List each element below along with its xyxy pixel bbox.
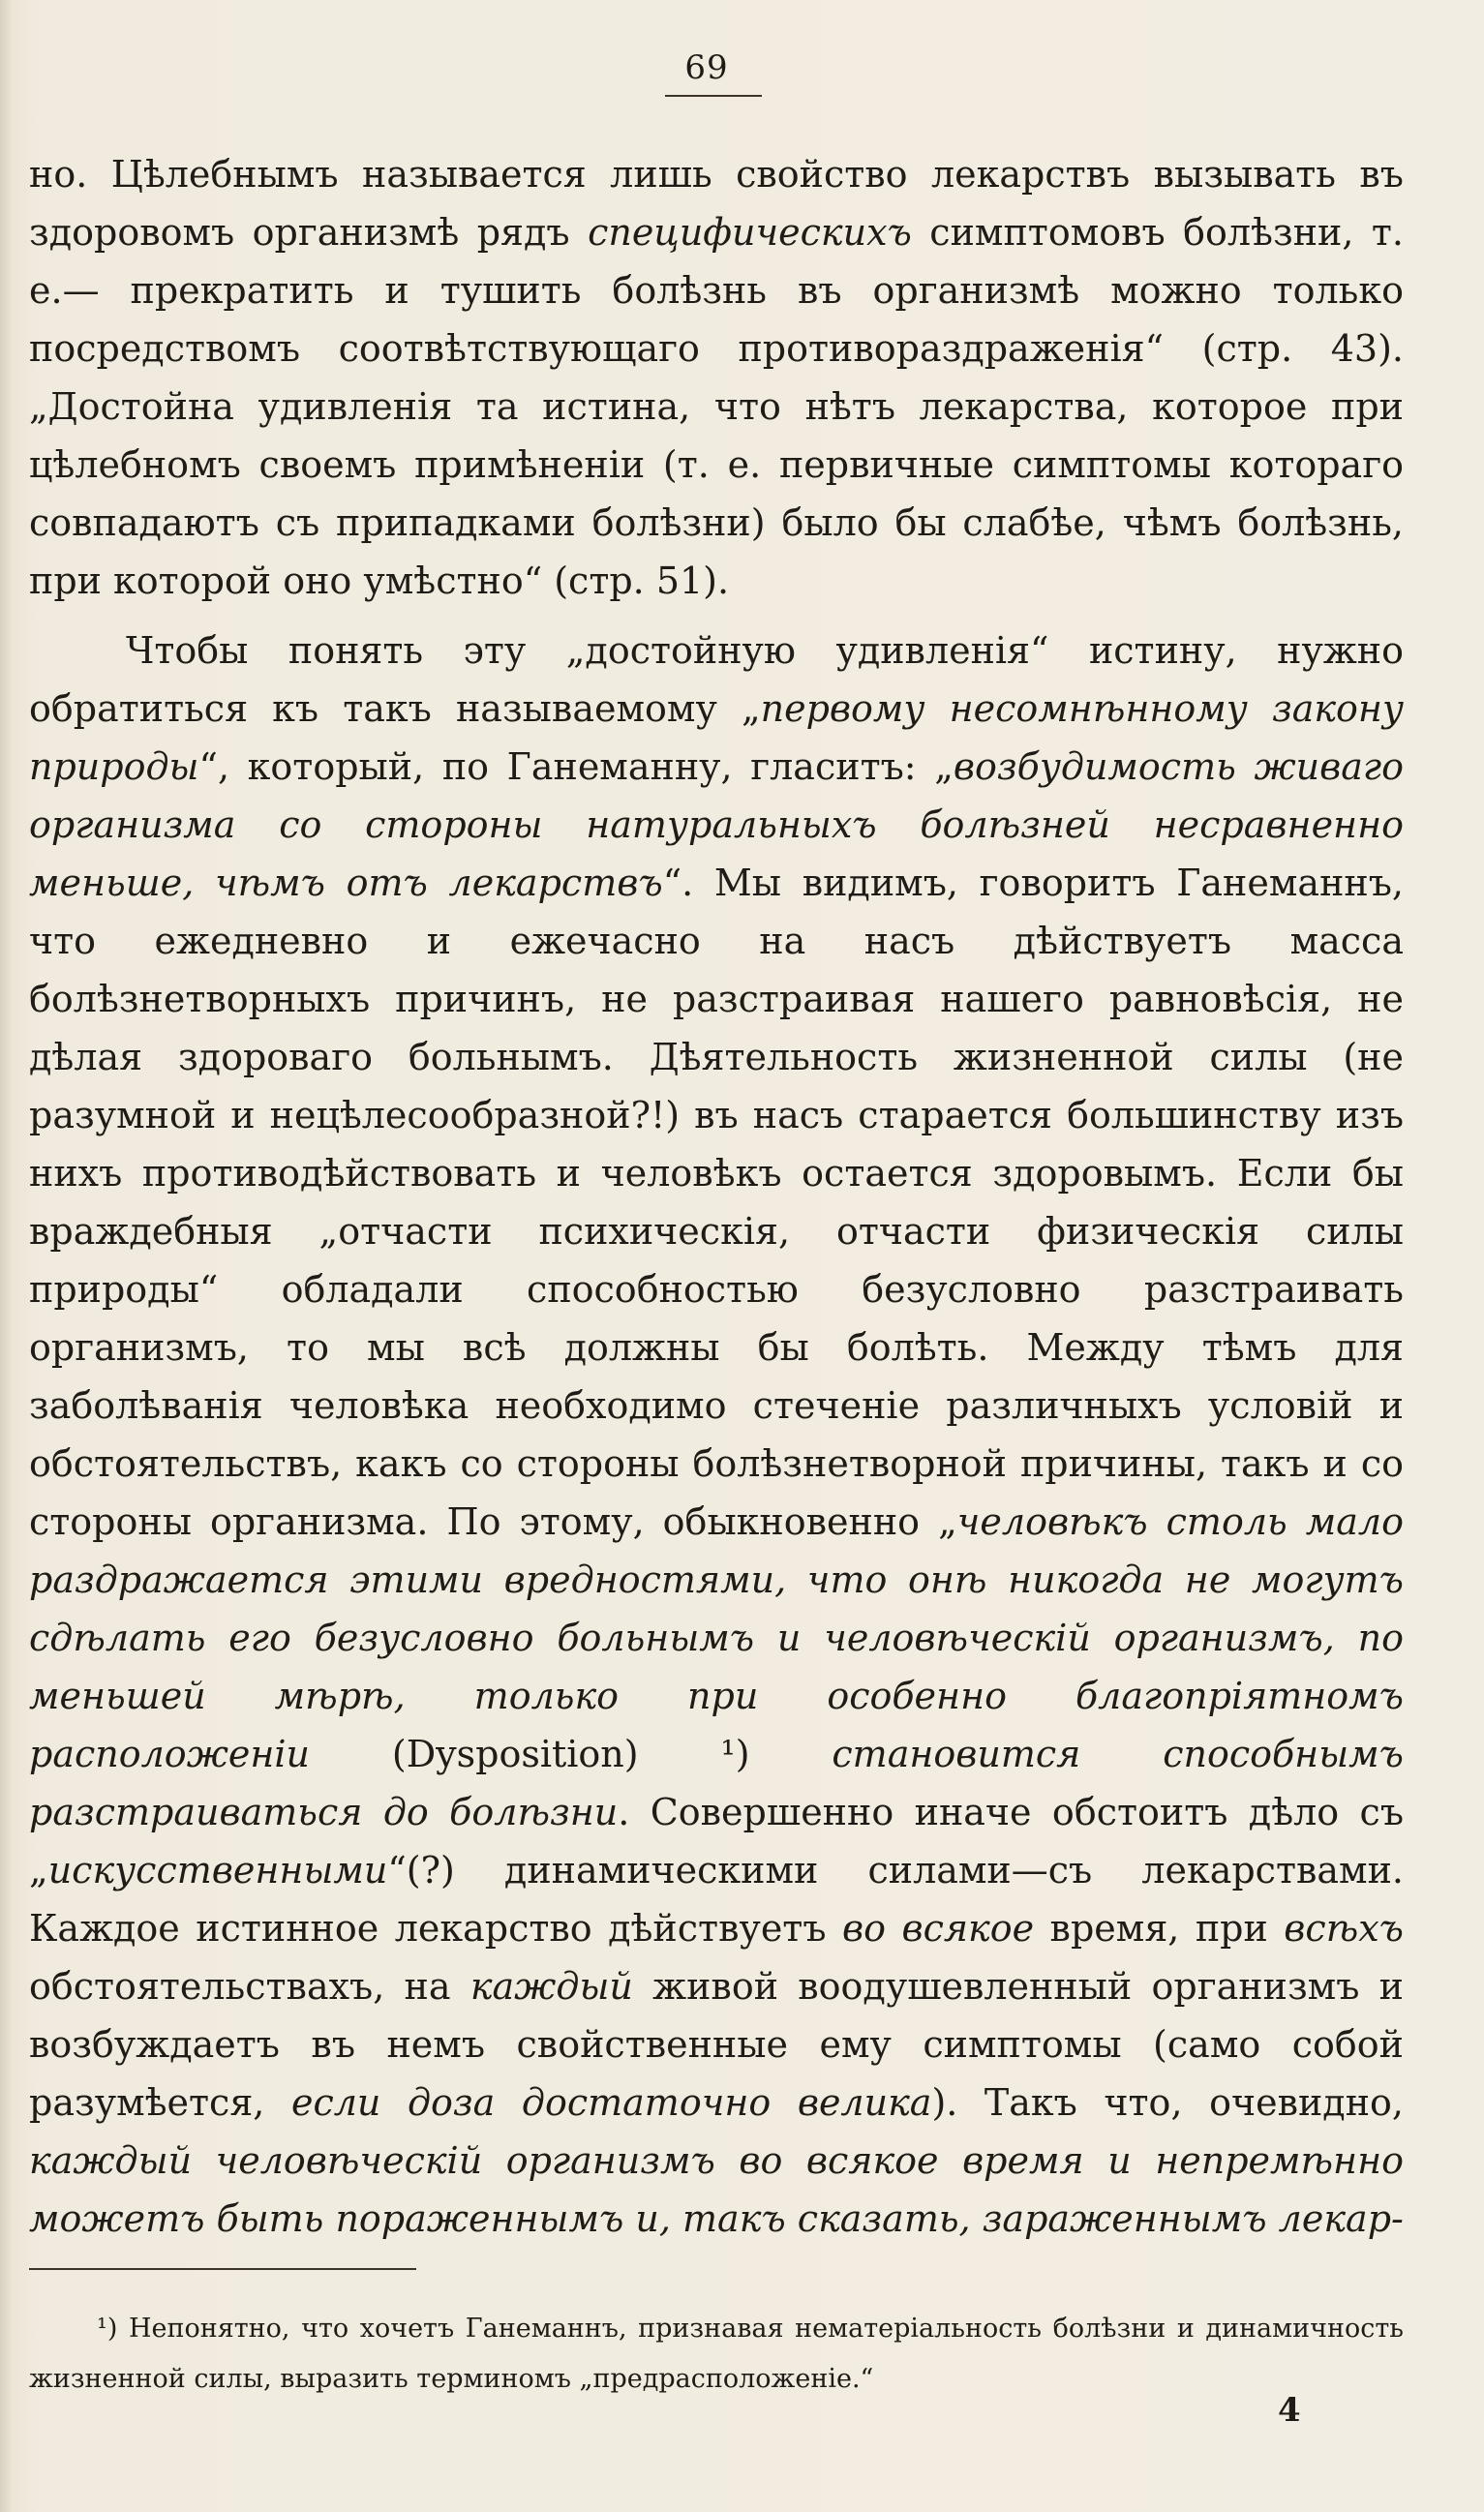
italic-span: человѣкъ столь мало раздражается этими вредностями, что онѣ никогда не могутъ сдѣлать его безусловно больнымъ и человѣческій организмъ, по меньшей мѣрѣ, только при особенно благопріятномъ расположеніи (29, 1500, 1404, 1775)
signature-mark: 4 (1278, 2391, 1301, 2430)
paragraph (29, 145, 1404, 610)
italic-span: каждый человѣческій организмъ во всякое время и непремѣнно можетъ быть пораженнымъ и, такъ сказать, зараженнымъ лекар- (29, 2139, 1404, 2240)
text-span: но. Цѣлебнымъ называется лишь свойство лекарствъ вызывать въ здоровомъ организмѣ рядъ (29, 153, 1404, 254)
footnote-divider (29, 2268, 416, 2270)
italic-span: возбудимость живаго организма со стороны натуральныхъ болѣзней несравненно меньше, чѣмъ отъ лекарствъ (29, 745, 1404, 904)
text-span: обстоятельствахъ, на (29, 1965, 470, 2008)
text-span: время, при (1034, 1907, 1285, 1950)
italic-span: искусственными (47, 1849, 388, 1892)
text-span: “(?) динамическими силами—съ лекарствами. Каждое истинное лекарство дѣйствуетъ (29, 1849, 1404, 1950)
italic-span: становится способнымъ разстраиваться до болѣзни (29, 1733, 1404, 1833)
italic-span: во всякое (841, 1907, 1035, 1950)
paragraph (29, 621, 1404, 2248)
footnote (29, 2304, 1404, 2405)
italic-span: специфическихъ (588, 211, 912, 254)
text-span: “, который, по Ганеманну, гласитъ: „ (198, 745, 954, 788)
text-span: ). Такъ что, очевидно, (931, 2081, 1404, 2124)
italic-span: если доза достаточно велика (290, 2081, 932, 2124)
text-span: (Dysposition) ¹) (310, 1733, 833, 1775)
text-span: живой воодушевленный организмъ и возбуждаетъ въ немъ свойственные ему симптомы (само собой разумѣется, (29, 1965, 1404, 2124)
text-span: “. Мы видимъ, говоритъ Ганеманнъ, что ежедневно и ежечасно на насъ дѣйствуетъ масса болѣзнетворныхъ причинъ, не разстраивая нашего равновѣсія, не дѣлая здороваго больнымъ. Дѣятельность жизненной силы (не разумной и нецѣлесообразной?!) въ насъ старается большинству изъ нихъ противодѣйствовать и человѣкъ остается здоровымъ. Если бы враждебныя „отчасти психическія, отчасти физическія силы природы“ обладали способностью безусловно разстраивать организмъ, то мы всѣ должны бы болѣть. Между тѣмъ для заболѣванія человѣка необходимо стеченіе различныхъ условій и обстоятельствъ, какъ со стороны болѣзнетворной причины, такъ и со стороны организма. По этому, обыкновенно „ (29, 862, 1404, 1543)
text-span: Чтобы понять эту „достойную удивленія“ истину, нужно обратиться къ такъ называемому „ (29, 629, 1404, 730)
italic-span: первому несомнѣнному закону природы (29, 687, 1404, 788)
text-span: симптомовъ болѣзни, т. е.— прекратить и тушить болѣзнь въ организмѣ можно только посредствомъ соотвѣтствующаго противораздраженія“ (стр. 43). „Достойна удивленія та истина, что нѣтъ лекарства, которое при цѣлебномъ своемъ примѣненіи (т. е. первичные симптомы котораго совпадаютъ съ припадками болѣзни) было бы слабѣе, чѣмъ болѣзнь, при которой оно умѣстно“ (стр. 51). (29, 211, 1404, 602)
body-text (29, 145, 1404, 2248)
italic-span: каждый (469, 1965, 633, 2008)
footnote-text: ¹) Непонятно, что хочетъ Ганеманнъ, признавая нематеріальность болѣзни и динамичность жизненной силы, выразить терминомъ „предрасположеніе.“ (29, 2314, 1404, 2394)
text-span: . Совершенно иначе обстоитъ дѣло съ „ (29, 1791, 1404, 1892)
page-number: 69 (684, 48, 729, 87)
page-number-rule (665, 95, 762, 97)
italic-span: всѣхъ (1284, 1907, 1404, 1950)
